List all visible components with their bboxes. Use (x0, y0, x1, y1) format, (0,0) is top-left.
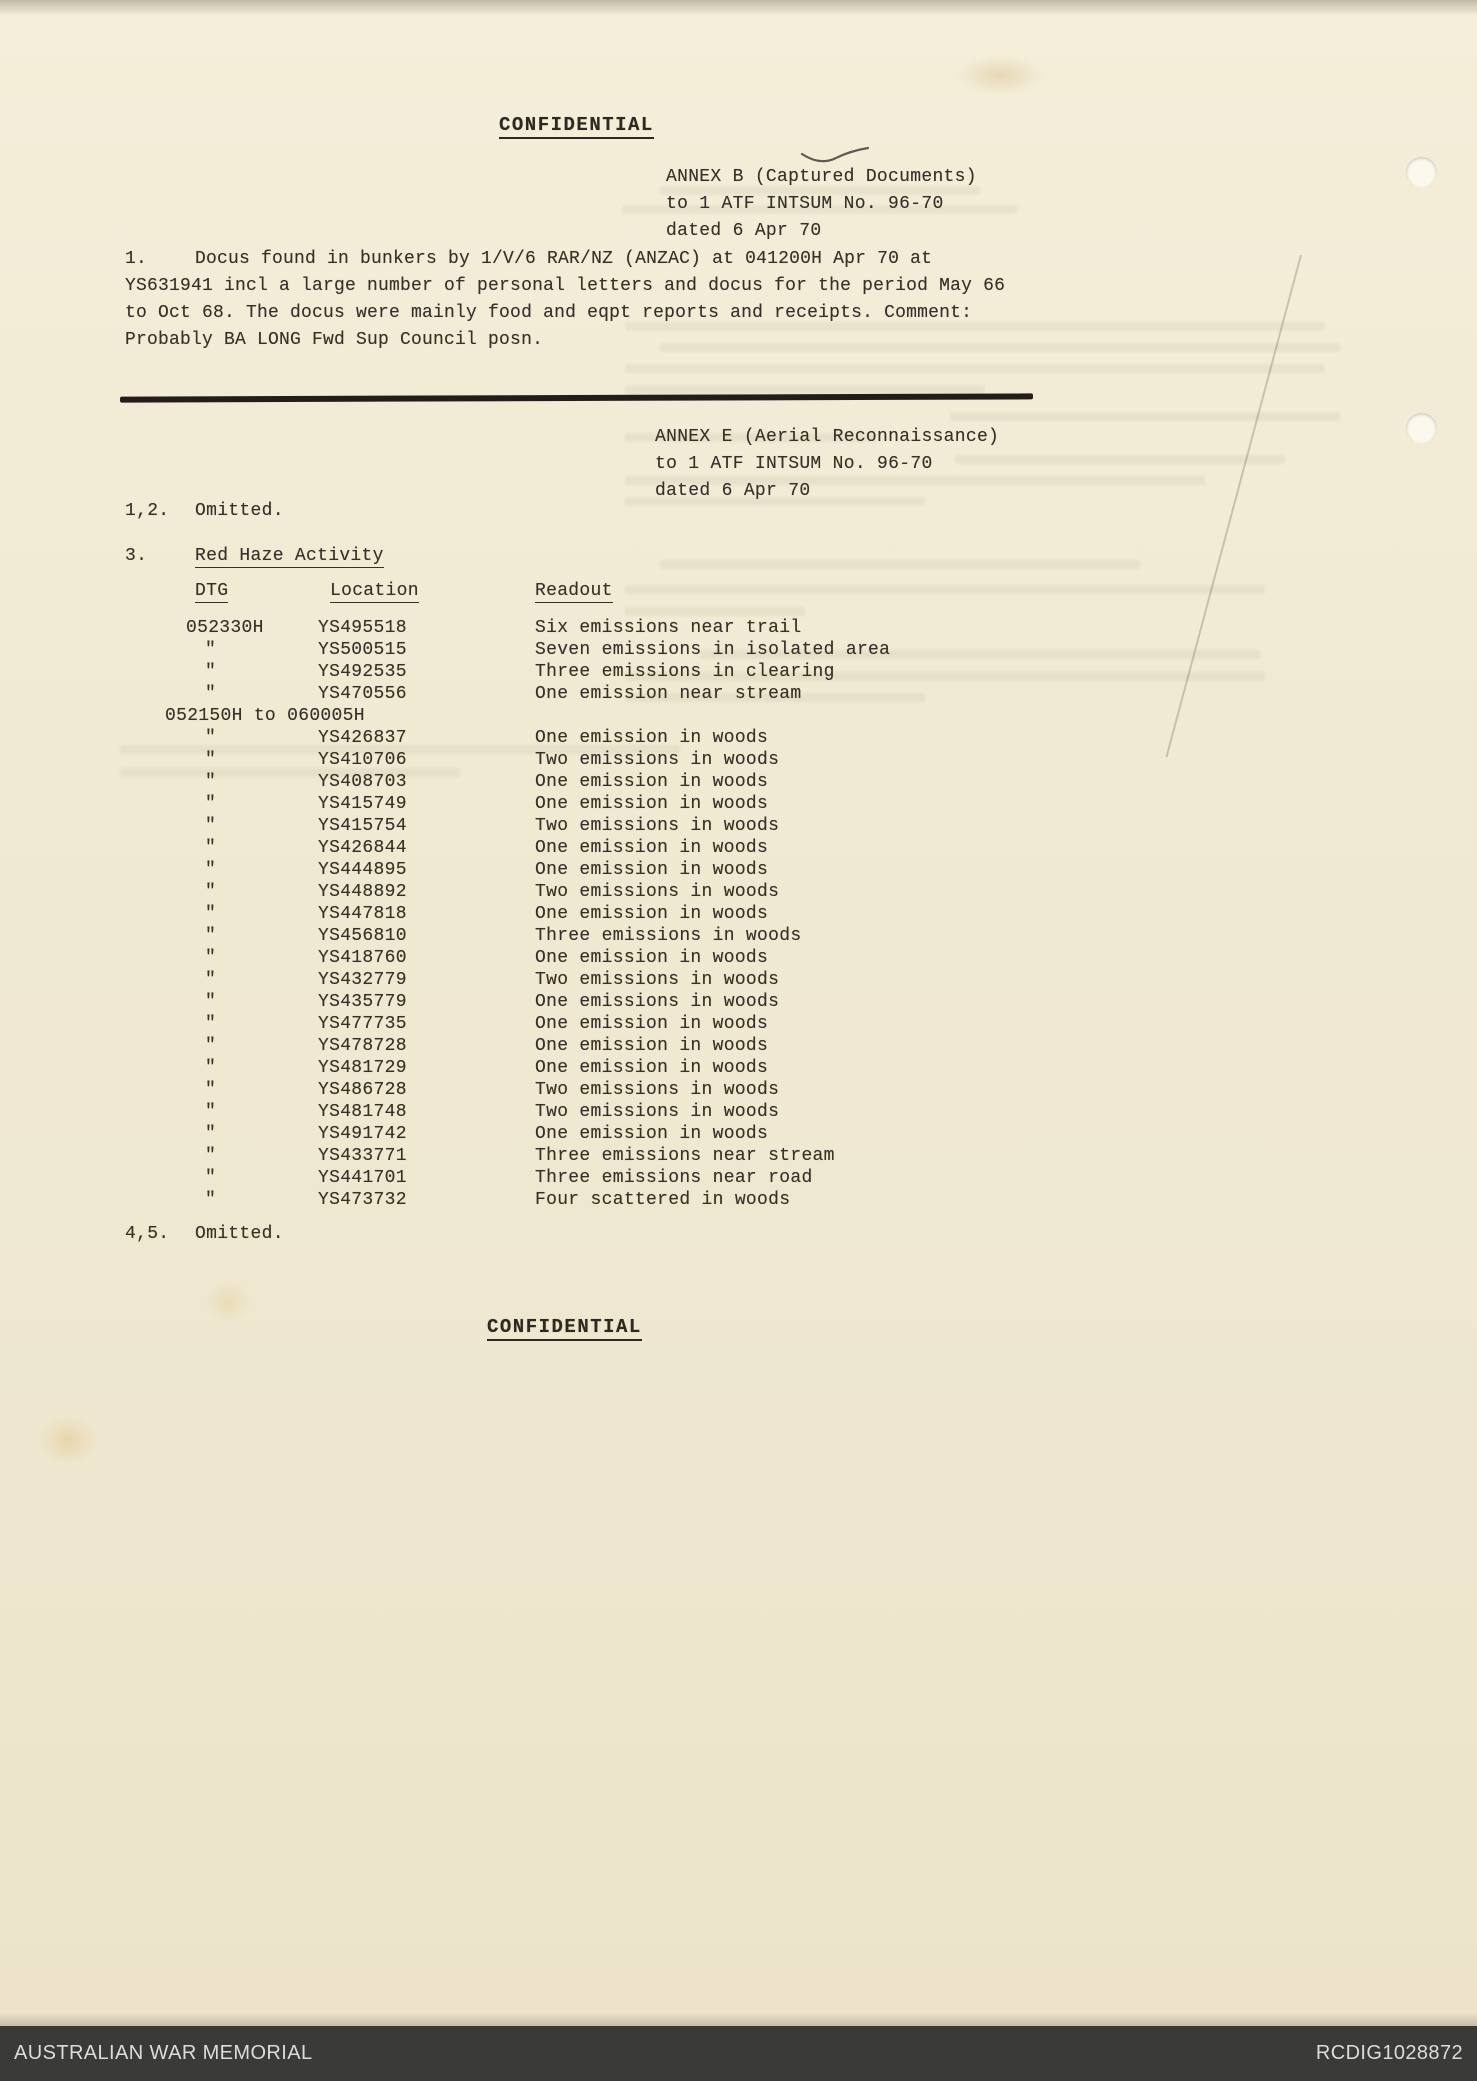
paper-stain (38, 1415, 98, 1465)
table-row (0, 970, 1477, 992)
item-text: Omitted. (195, 501, 284, 521)
paragraph-text: Docus found in bunkers by 1/V/6 RAR/NZ (ANZAC) at 041200H Apr 70 at YS631941 incl a large number of personal letters and docus for the period May 66 to Oct 68. The docus were mainly food and eqpt reports and receipts. Comment: Probably BA LONG Fwd Sup Council posn. (125, 249, 1006, 350)
annex-b-title-line1: ANNEX B (Captured Documents) (666, 167, 977, 187)
readout-cell: One emission in woods (535, 904, 769, 924)
table-row (0, 882, 1477, 904)
archive-name: AUSTRALIAN WAR MEMORIAL (14, 2042, 313, 2064)
dtg-cell: " (205, 992, 217, 1012)
location-cell: YS415749 (318, 794, 407, 814)
table-row (0, 706, 1477, 728)
punch-hole (1406, 157, 1437, 188)
readout-cell: Three emissions near stream (535, 1146, 835, 1166)
location-cell: YS448892 (318, 882, 407, 902)
dtg-cell: " (205, 1058, 217, 1078)
table-row (0, 1146, 1477, 1168)
dtg-cell: " (205, 750, 217, 770)
dtg-cell: " (205, 1146, 217, 1166)
readout-cell: Three emissions in clearing (535, 662, 835, 682)
readout-cell: One emission in woods (535, 1124, 769, 1144)
readout-cell: Three emissions in woods (535, 926, 802, 946)
annex-b-title-line3: dated 6 Apr 70 (666, 221, 822, 241)
dtg-cell: " (205, 860, 217, 880)
readout-cell: Seven emissions in isolated area (535, 640, 891, 660)
item-number: 1,2. (125, 501, 170, 521)
location-cell: YS456810 (318, 926, 407, 946)
annex-b-title-line2: to 1 ATF INTSUM No. 96-70 (666, 194, 944, 214)
readout-cell: One emission in woods (535, 860, 769, 880)
location-cell: YS486728 (318, 1080, 407, 1100)
table-row (0, 948, 1477, 970)
location-cell: YS435779 (318, 992, 407, 1012)
dtg-cell: " (205, 816, 217, 836)
readout-cell: One emission in woods (535, 772, 769, 792)
readout-cell: One emission near stream (535, 684, 802, 704)
location-cell: YS415754 (318, 816, 407, 836)
readout-cell: Two emissions in woods (535, 882, 780, 902)
classification-header: CONFIDENTIAL (499, 114, 654, 139)
archive-footer-bar (0, 2026, 1477, 2081)
location-cell: YS441701 (318, 1168, 407, 1188)
bleedthrough-mark (955, 455, 1285, 464)
dtg-cell: " (205, 1190, 217, 1210)
location-cell: YS447818 (318, 904, 407, 924)
dtg-cell: " (205, 1102, 217, 1122)
readout-cell: Six emissions near trail (535, 618, 802, 638)
dtg-cell: " (205, 684, 217, 704)
dtg-cell: " (205, 882, 217, 902)
location-cell: YS478728 (318, 1036, 407, 1056)
location-cell: YS492535 (318, 662, 407, 682)
table-row (0, 794, 1477, 816)
annex-e-title-line3: dated 6 Apr 70 (655, 481, 811, 501)
dtg-cell: " (205, 1014, 217, 1034)
readout-cell: Four scattered in woods (535, 1190, 791, 1210)
table-row (0, 1080, 1477, 1102)
table-row (0, 1102, 1477, 1124)
readout-cell: Two emissions in woods (535, 1102, 780, 1122)
dtg-cell: " (205, 1168, 217, 1188)
location-cell: YS491742 (318, 1124, 407, 1144)
annex-b-paragraph (125, 246, 1030, 354)
table-row (0, 662, 1477, 684)
section-divider (120, 393, 1033, 402)
dtg-cell: " (205, 1124, 217, 1144)
item-number: 4,5. (125, 1224, 170, 1244)
readout-cell: One emission in woods (535, 1036, 769, 1056)
table-row (0, 1014, 1477, 1036)
bleedthrough-mark (625, 607, 805, 616)
readout-cell: Two emissions in woods (535, 816, 780, 836)
dtg-cell: " (205, 728, 217, 748)
readout-cell: One emission in woods (535, 838, 769, 858)
readout-cell: One emissions in woods (535, 992, 780, 1012)
location-cell: YS481729 (318, 1058, 407, 1078)
table-row (0, 728, 1477, 750)
table-row (0, 750, 1477, 772)
readout-cell: Two emissions in woods (535, 750, 780, 770)
location-cell: YS477735 (318, 1014, 407, 1034)
record-id: RCDIG1028872 (1315, 2042, 1463, 2064)
table-header-row (0, 581, 1477, 603)
readout-cell: One emission in woods (535, 728, 769, 748)
item-number: 3. (125, 546, 148, 566)
location-cell: YS481748 (318, 1102, 407, 1122)
location-cell: YS473732 (318, 1190, 407, 1210)
column-header-readout: Readout (535, 581, 613, 601)
location-cell: YS408703 (318, 772, 407, 792)
paper-stain (955, 55, 1045, 95)
table-row (0, 992, 1477, 1014)
location-cell: YS470556 (318, 684, 407, 704)
dtg-cell: " (205, 1036, 217, 1056)
punch-hole (1406, 413, 1437, 444)
table-row (0, 1168, 1477, 1190)
column-header-dtg: DTG (195, 581, 229, 601)
location-cell: YS444895 (318, 860, 407, 880)
classification-footer: CONFIDENTIAL (487, 1316, 642, 1341)
location-cell: YS500515 (318, 640, 407, 660)
dtg-cell: 052150H to 060005H (165, 706, 365, 726)
table-rows (0, 618, 1477, 1212)
table-row (0, 926, 1477, 948)
dtg-cell: " (205, 794, 217, 814)
item-text: Omitted. (195, 1224, 284, 1244)
dtg-cell: " (205, 1080, 217, 1100)
annex-e-heading (655, 424, 999, 505)
dtg-cell: " (205, 904, 217, 924)
table-row (0, 1124, 1477, 1146)
dtg-cell: " (205, 948, 217, 968)
table-row (0, 1190, 1477, 1212)
pen-mark (800, 140, 870, 164)
readout-cell: One emission in woods (535, 1058, 769, 1078)
table-row (0, 772, 1477, 794)
dtg-cell: " (205, 970, 217, 990)
dtg-cell: 052330H (186, 618, 264, 638)
dtg-cell: " (205, 662, 217, 682)
dtg-cell: " (205, 640, 217, 660)
readout-cell: Three emissions near road (535, 1168, 813, 1188)
table-row (0, 816, 1477, 838)
column-header-location: Location (330, 581, 419, 601)
table-row (0, 618, 1477, 640)
red-haze-title: Red Haze Activity (195, 546, 384, 566)
location-cell: YS432779 (318, 970, 407, 990)
bleedthrough-mark (625, 385, 985, 394)
location-cell: YS410706 (318, 750, 407, 770)
paper-stain (205, 1282, 251, 1322)
table-row (0, 1058, 1477, 1080)
paragraph-number: 1. (125, 249, 148, 269)
location-cell: YS433771 (318, 1146, 407, 1166)
readout-cell: Two emissions in woods (535, 1080, 780, 1100)
location-cell: YS426844 (318, 838, 407, 858)
bleedthrough-mark (660, 560, 1140, 569)
bleedthrough-mark (625, 364, 1325, 373)
location-cell: YS418760 (318, 948, 407, 968)
bleedthrough-mark (950, 412, 1340, 421)
table-row (0, 1036, 1477, 1058)
annex-e-title-line1: ANNEX E (Aerial Reconnaissance) (655, 427, 1000, 447)
annex-b-heading (666, 164, 977, 245)
table-row (0, 838, 1477, 860)
readout-cell: One emission in woods (535, 948, 769, 968)
readout-cell: One emission in woods (535, 1014, 769, 1034)
location-cell: YS426837 (318, 728, 407, 748)
dtg-cell: " (205, 772, 217, 792)
dtg-cell: " (205, 926, 217, 946)
readout-cell: Two emissions in woods (535, 970, 780, 990)
table-row (0, 860, 1477, 882)
location-cell: YS495518 (318, 618, 407, 638)
table-row (0, 904, 1477, 926)
readout-cell: One emission in woods (535, 794, 769, 814)
table-row (0, 684, 1477, 706)
dtg-cell: " (205, 838, 217, 858)
table-row (0, 640, 1477, 662)
annex-e-title-line2: to 1 ATF INTSUM No. 96-70 (655, 454, 933, 474)
